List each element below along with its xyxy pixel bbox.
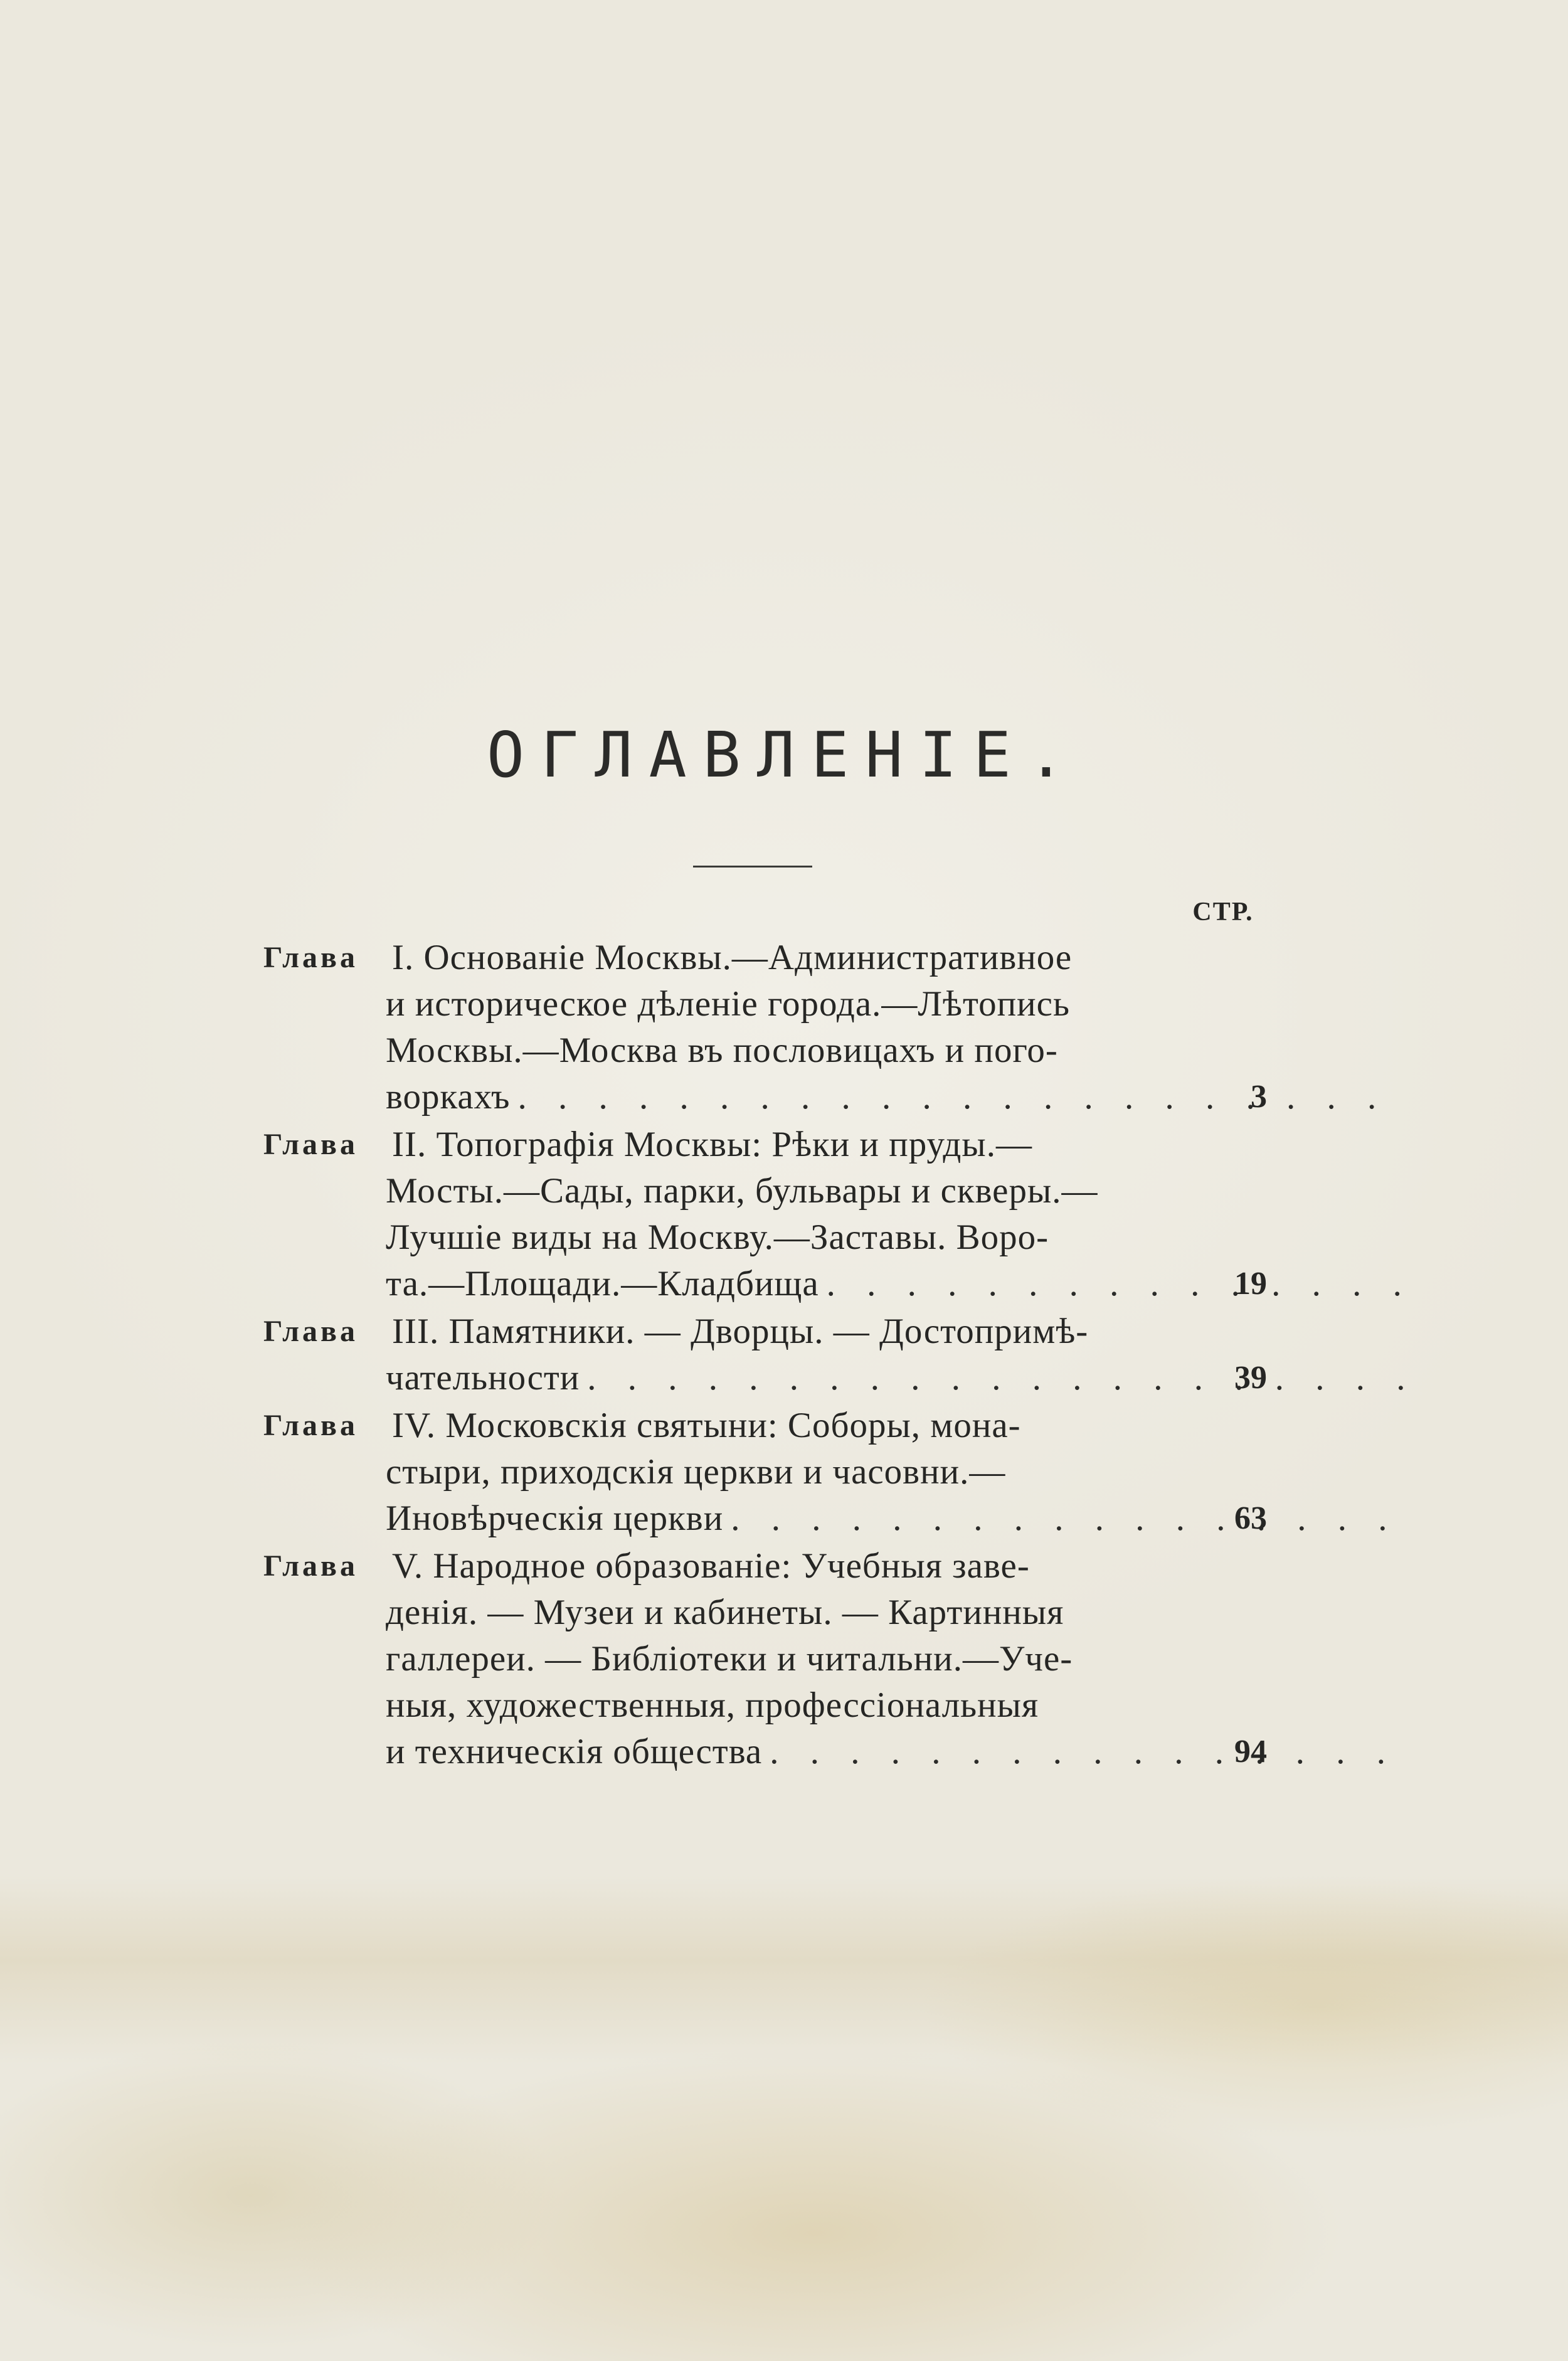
toc-entry xyxy=(263,1403,1267,1542)
toc-line xyxy=(263,1589,1267,1636)
toc-line-text: чательности xyxy=(386,1358,580,1398)
toc-line xyxy=(263,1355,1267,1401)
toc-line-text: Москвы.—Москва въ пословицахъ и пого- xyxy=(386,1031,1058,1070)
toc-line-text: стыри, приходскія церкви и часовни.— xyxy=(386,1452,1006,1492)
toc-line-text: II. Топографія Москвы: Рѣки и пруды.— xyxy=(392,1125,1032,1164)
toc-entry xyxy=(263,1122,1267,1307)
toc-line-with-leader xyxy=(386,1495,1443,1542)
toc-line xyxy=(263,1168,1267,1214)
toc-line-with-leader xyxy=(386,1729,1443,1775)
toc-line-text: Лучшіе виды на Москву.—Заставы. Воро- xyxy=(386,1218,1049,1257)
toc-line xyxy=(263,1543,1267,1589)
toc-line xyxy=(263,1729,1267,1775)
toc-line xyxy=(263,1682,1267,1729)
dot-leader xyxy=(731,1495,1405,1542)
toc-line-with-leader xyxy=(386,1261,1443,1307)
toc-line xyxy=(263,1308,1267,1355)
toc-line-text: V. Народное образованіе: Учебныя заве- xyxy=(392,1546,1030,1586)
toc-line-text: воркахъ xyxy=(386,1077,511,1117)
toc-line-text: IV. Московскія святыни: Соборы, мона- xyxy=(392,1406,1021,1445)
toc-line xyxy=(263,1261,1267,1307)
toc-line-text: III. Памятники. — Дворцы. — Достопримѣ- xyxy=(392,1312,1089,1351)
toc-line xyxy=(263,981,1267,1027)
toc-line-text: I. Основаніе Москвы.—Административное xyxy=(392,938,1073,977)
page-number: 39 xyxy=(1234,1360,1267,1396)
toc-line xyxy=(263,1403,1267,1449)
page-title: ОГЛАВЛЕНІЕ. xyxy=(486,718,1082,792)
toc-line xyxy=(263,1636,1267,1682)
toc-line xyxy=(263,1122,1267,1168)
page-number: 63 xyxy=(1234,1500,1267,1536)
toc-line xyxy=(263,1027,1267,1074)
toc-line xyxy=(263,935,1267,981)
toc-line-text: Мосты.—Сады, парки, бульвары и скверы.— xyxy=(386,1171,1098,1211)
page-number: 3 xyxy=(1251,1079,1267,1115)
table-of-contents xyxy=(263,935,1267,1776)
toc-line-text: Иновѣрческія церкви xyxy=(386,1499,724,1538)
toc-line xyxy=(263,1074,1267,1120)
toc-line xyxy=(263,1214,1267,1261)
toc-entry xyxy=(263,935,1267,1120)
toc-line-text: и техническія общества xyxy=(386,1732,763,1771)
toc-line xyxy=(263,1495,1267,1542)
chapter-label: Глава xyxy=(263,941,358,974)
dot-leader xyxy=(827,1261,1405,1307)
chapter-label: Глава xyxy=(263,1128,358,1161)
chapter-label: Глава xyxy=(263,1315,358,1348)
page-column-header: СТР. xyxy=(1192,898,1254,926)
dot-leader xyxy=(517,1074,1405,1120)
chapter-label: Глава xyxy=(263,1409,358,1442)
toc-line xyxy=(263,1449,1267,1495)
page-number: 94 xyxy=(1234,1734,1267,1769)
water-stain xyxy=(0,1876,1568,2064)
toc-entry xyxy=(263,1543,1267,1775)
toc-entry xyxy=(263,1308,1267,1401)
toc-line-text: галлереи. — Библіотеки и читальни.—Уче- xyxy=(386,1639,1073,1679)
page-number: 19 xyxy=(1234,1266,1267,1302)
dot-leader xyxy=(770,1729,1405,1775)
toc-line-with-leader xyxy=(386,1355,1443,1401)
toc-line-with-leader xyxy=(386,1074,1443,1120)
chapter-label: Глава xyxy=(263,1549,358,1583)
toc-line-text: ныя, художественныя, профессіональныя xyxy=(386,1685,1039,1725)
title-rule xyxy=(693,866,812,867)
dot-leader xyxy=(587,1355,1405,1401)
toc-line-text: та.—Площади.—Кладбища xyxy=(386,1264,819,1303)
toc-line-text: и историческое дѣленіе города.—Лѣтопись xyxy=(386,984,1070,1024)
toc-line-text: денія. — Музеи и кабинеты. — Картинныя xyxy=(386,1593,1064,1632)
